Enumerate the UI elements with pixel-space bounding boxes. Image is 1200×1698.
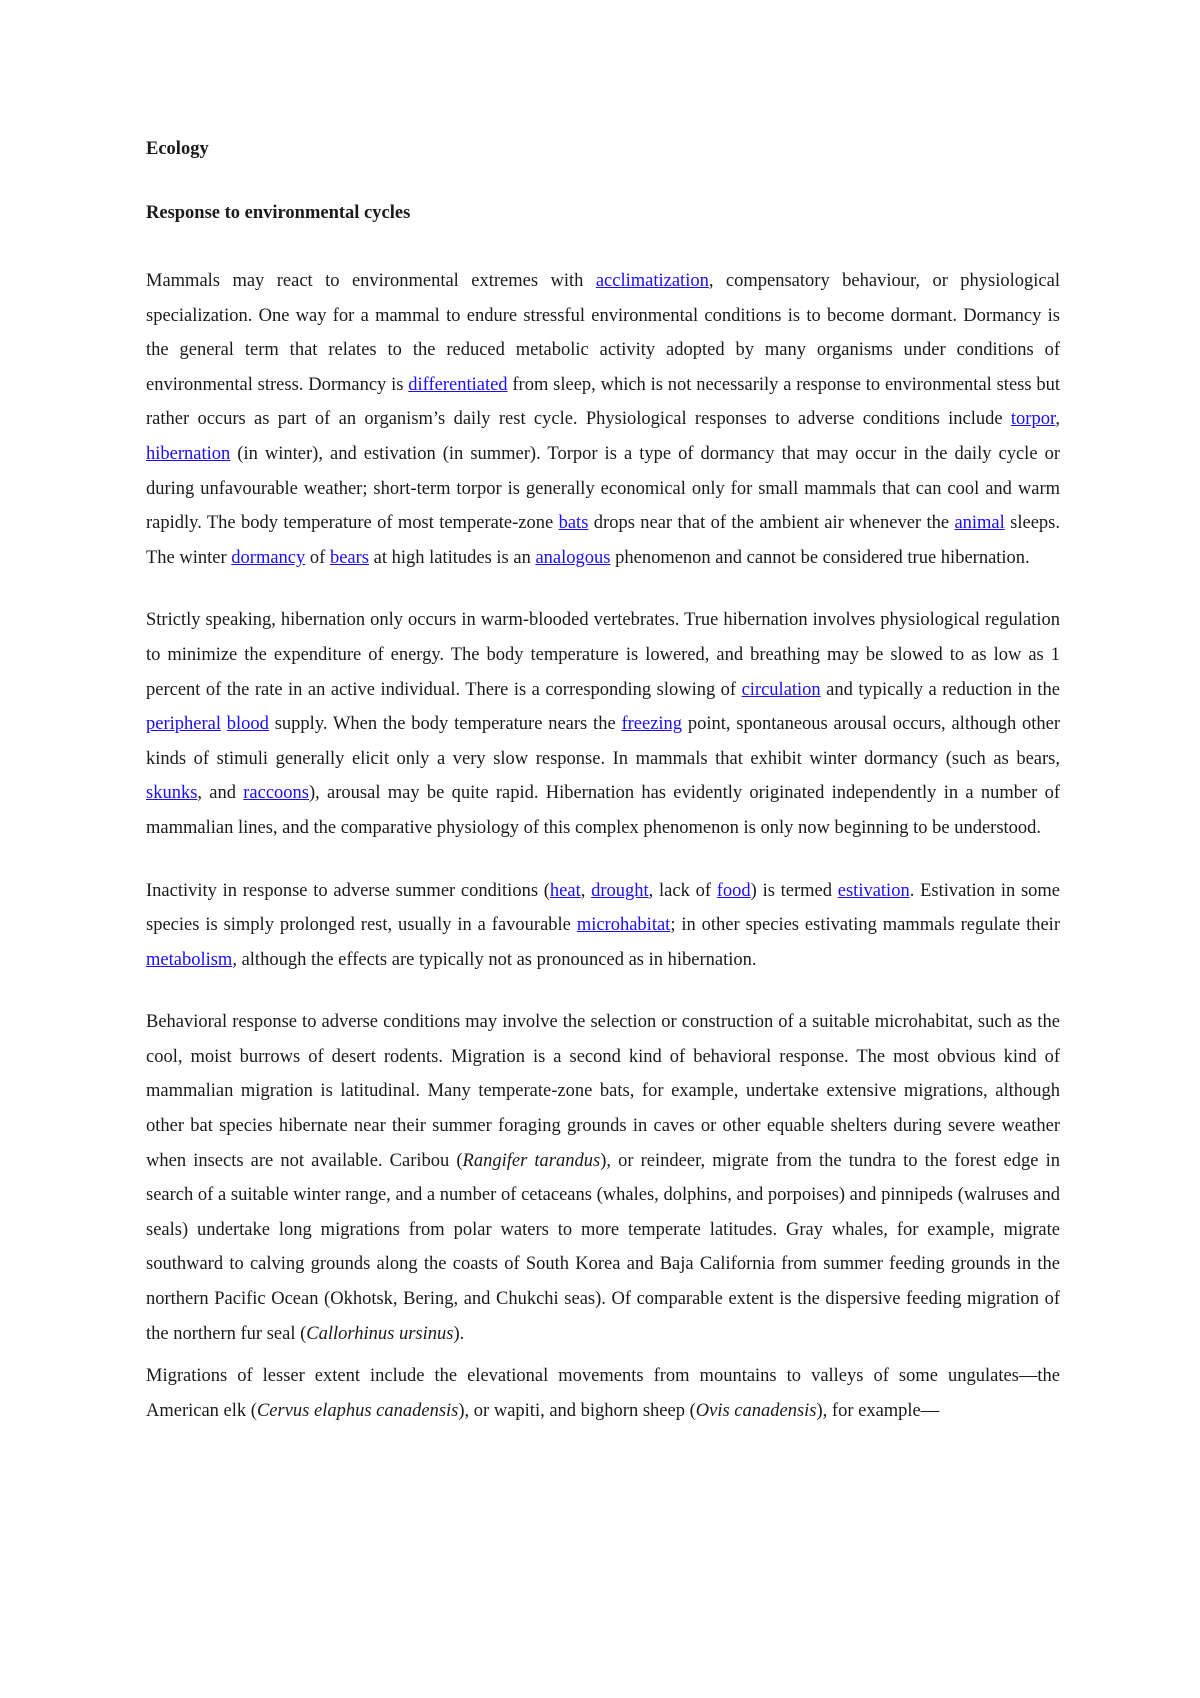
link-torpor[interactable]: torpor	[1010, 409, 1056, 430]
link-drought[interactable]: drought	[591, 880, 649, 901]
link-animal[interactable]: animal	[954, 513, 1005, 534]
paragraph-estivation	[146, 874, 1060, 978]
text-run: phenomenon and cannot be considered true hibernation.	[610, 547, 1030, 568]
paragraph-hibernation	[146, 603, 1060, 845]
text-run: Strictly speaking, hibernation only occurs in warm-blooded vertebrates. True hibernation involves physiological regulation to minimize the expenditure of energy. The body temperature is lowered, and breathing may be slowed to as low as 1 percent of the rate in an active individual. There is a corresponding slowing of	[146, 610, 1060, 700]
link-heat[interactable]: heat	[549, 880, 581, 901]
link-bears[interactable]: bears	[329, 547, 369, 568]
document-title: Ecology	[146, 139, 209, 159]
paragraph-dormancy	[146, 264, 1060, 575]
link-dormancy[interactable]: dormancy	[231, 547, 306, 568]
link-microhabitat[interactable]: microhabitat	[576, 915, 671, 936]
text-run: ) is termed	[750, 880, 838, 901]
text-run: at high latitudes is an	[368, 547, 536, 568]
text-run: ).	[453, 1323, 465, 1344]
text-run: drops near that of the ambient air whenever the	[588, 513, 955, 534]
text-run: ), or reindeer, migrate from the tundra to the forest edge in search of a suitable winter range, and a number of cetaceans (whales, dolphins, and porpoises) and pinnipeds (walruses and seals) undertake long migrations from polar waters to more temperate latitudes. Gray whales, for example, migrate southward to calving grounds along the coasts of South Korea and Baja California from summer feeding grounds in the northern Pacific Ocean (Okhotsk, Bering, and Chukchi seas). Of comparable extent is the dispersive feeding migration of the northern fur seal (	[146, 1150, 1060, 1344]
species-name: Callorhinus ursinus	[306, 1323, 454, 1344]
link-freezing[interactable]: freezing	[621, 714, 683, 735]
link-blood[interactable]: blood	[226, 714, 269, 735]
text-run: . Estivation in some species is simply prolonged rest, usually in a favourable	[146, 880, 1061, 936]
link-skunks[interactable]: skunks	[146, 783, 198, 804]
link-circulation[interactable]: circulation	[741, 679, 821, 700]
document-page	[146, 138, 1060, 1428]
text-run: (in winter), and estivation (in summer). Torpor is a type of dormancy that may occur in the daily cycle or during unfavourable weather; short-term torpor is generally economical only for small mammals that can cool and warm rapidly. The body temperature of most temperate-zone	[146, 443, 1060, 534]
link-analogous[interactable]: analogous	[535, 547, 611, 568]
species-name: Rangifer tarandus	[462, 1150, 601, 1171]
text-run: ; in other species estivating mammals regulate their	[670, 915, 1060, 936]
text-run: ,	[580, 880, 592, 901]
text-run: Behavioral response to adverse conditions may involve the selection or construction of a suitable microhabitat, such as the cool, moist burrows of desert rodents. Migration is a second kind of behavioral response. The most obvious kind of mammalian migration is latitudinal. Many temperate-zone bats, for example, undertake extensive migrations, although other bat species hibernate near their summer foraging grounds in caves or other equable shelters during severe weather when insects are not available. Caribou (	[146, 1012, 1060, 1171]
section-heading: Response to environmental cycles	[146, 203, 411, 223]
text-run: from sleep, which is not necessarily a response to environmental stess but rather occurs as part of an organism’s daily rest cycle. Physiological responses to adverse conditions include	[146, 374, 1061, 430]
text-run: ), for example—	[816, 1400, 940, 1421]
paragraph-migration	[146, 1005, 1060, 1351]
text-run: , compensatory behaviour, or physiological specialization. One way for a mammal to endure stressful environmental conditions is to become dormant. Dormancy is the general term that relates to the reduced metabolic activity adopted by many organisms under conditions of environmental stress. Dormancy is	[146, 271, 1060, 395]
link-peripheral[interactable]: peripheral	[146, 714, 221, 735]
link-acclimatization[interactable]: acclimatization	[595, 271, 709, 291]
link-differentiated[interactable]: differentiated	[408, 374, 508, 395]
text-run: , and	[197, 783, 244, 804]
text-run: ), arousal may be quite rapid. Hibernation has evidently originated independently in a number of mammalian lines, and the comparative physiology of this complex phenomenon is only now beginning to be understood.	[146, 783, 1060, 838]
text-run: Migrations of lesser extent include the elevational movements from mountains to valleys of some ungulates—the American elk (	[146, 1366, 1060, 1421]
text-run: sleeps. The winter	[146, 513, 1060, 568]
paragraph-lesser-migrations	[146, 1359, 1060, 1428]
text-run: , although the effects are typically not as pronounced as in hibernation.	[232, 949, 757, 970]
text-run: , lack of	[648, 880, 717, 901]
link-food[interactable]: food	[716, 880, 751, 901]
link-metabolism[interactable]: metabolism	[146, 949, 233, 970]
text-run: Mammals may react to environmental extremes with	[146, 271, 596, 291]
link-estivation[interactable]: estivation	[837, 880, 910, 901]
text-run: supply. When the body temperature nears the	[268, 714, 622, 735]
text-run: and typically a reduction in the	[820, 679, 1061, 700]
species-name: Ovis canadensis	[695, 1400, 817, 1421]
text-run: point, spontaneous arousal occurs, although other kinds of stimuli generally elicit only a very slow response. In mammals that exhibit winter dormancy (such as bears,	[146, 714, 1061, 769]
link-raccoons[interactable]: raccoons	[243, 783, 310, 804]
text-run: Inactivity in response to adverse summer conditions (	[146, 880, 550, 901]
species-name: Cervus elaphus canadensis	[256, 1400, 459, 1421]
text-run: of	[305, 547, 330, 568]
text-run: ,	[1055, 409, 1060, 430]
link-hibernation[interactable]: hibernation	[146, 443, 231, 464]
link-bats[interactable]: bats	[558, 513, 589, 534]
text-run: ), or wapiti, and bighorn sheep (	[458, 1400, 696, 1421]
